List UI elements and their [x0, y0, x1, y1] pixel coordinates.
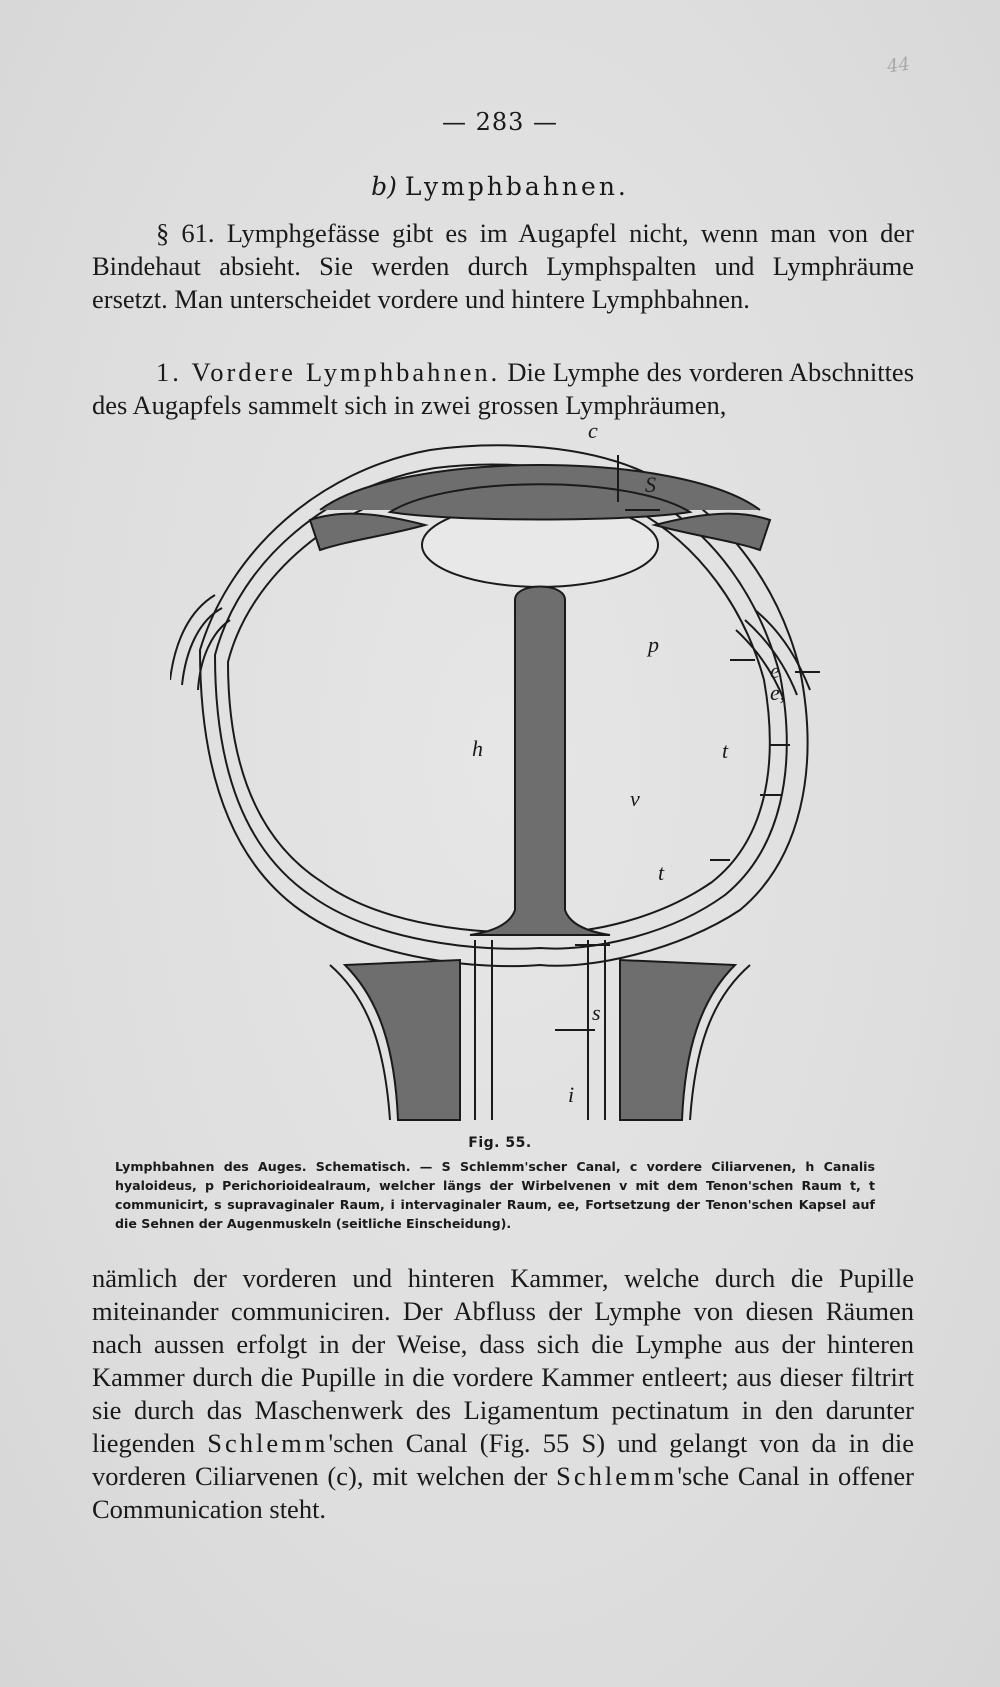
label-s: s — [592, 1000, 601, 1025]
section-title-text: Lymphbahnen. — [404, 172, 629, 201]
supravaginal-left — [345, 960, 460, 1120]
paragraph-3-part-3: 'sche Canal in offener Communication steht. — [92, 1461, 914, 1524]
label-t-upper: t — [722, 738, 729, 763]
supravaginal-right — [620, 960, 735, 1120]
eye-diagram-svg — [170, 440, 910, 1130]
ciliary-right — [655, 514, 770, 550]
page-number: — 283 — — [441, 108, 559, 136]
paragraph-3-part-2: 'schen Canal (Fig. 55 S) und gelangt von da in die vorderen Ciliarvenen (c), mit welchen der — [92, 1428, 914, 1491]
left-muscle-outer — [170, 595, 215, 680]
corner-pencil-mark: 44 — [885, 53, 912, 78]
label-i: i — [568, 1082, 575, 1107]
figure-caption: Lymphbahnen des Auges. Schematisch. — S Schlemm'scher Canal, c vordere Ciliarvenen, h Canalis hyaloideus, p Perichorioidealraum, welcher längs der Wirbelvenen v mit dem Tenon'schen Raum t, t communicirt, s supravaginaler Raum, i intervaginaler Raum, ee, Fortsetzung der Tenon'schen Kapsel auf die Sehnen der Augenmuskeln (seitliche Einscheidung). — [115, 1159, 875, 1231]
paragraph-3-name-1: Schlemm — [207, 1428, 329, 1458]
paragraph-2 — [92, 356, 914, 422]
label-v: v — [630, 786, 640, 811]
paragraph-2-heading: 1. Vordere Lymphbahnen. — [156, 357, 501, 387]
ciliary-left — [310, 514, 425, 550]
label-c: c — [588, 418, 598, 443]
hyaloid-canal — [470, 587, 610, 936]
label-t-lower: t — [658, 860, 665, 885]
label-p: p — [648, 632, 659, 657]
paragraph-2-text: Die Lymphe des vorderen Abschnittes des Augapfels sammelt sich in zwei grossen Lymphräumen, — [92, 357, 915, 420]
section-letter: b) — [371, 172, 397, 201]
label-e: e — [770, 658, 780, 683]
figure-number: Fig. 55. — [468, 1135, 532, 1151]
paragraph-3-part-1: nämlich der vorderen und hinteren Kammer, welche durch die Pupille miteinander communiciren. Der Abfluss der Lymphe von diesen Räumen nach aussen erfolgt in der Weise, dass sich die Lymphe aus der hinteren Kammer durch die Pupille in die vordere Kammer entleert; aus dieser filtrirt sie durch das Maschenwerk des Ligamentum pectinatum in den darunter liegenden — [92, 1263, 914, 1458]
label-e1: e, — [770, 680, 786, 705]
label-h: h — [472, 736, 483, 761]
section-title — [0, 172, 1000, 201]
label-S: S — [645, 472, 656, 497]
paragraph-3 — [92, 1262, 914, 1526]
paragraph-1: § 61. Lymphgefässe gibt es im Augapfel nicht, wenn man von der Bindehaut absieht. Sie werden durch Lymphspalten und Lymphräume ersetzt. Man unterscheidet vordere und hintere Lymphbahnen. — [92, 218, 914, 314]
eye-lymph-diagram — [170, 418, 910, 1130]
paragraph-3-name-2: Schlemm — [556, 1461, 678, 1491]
